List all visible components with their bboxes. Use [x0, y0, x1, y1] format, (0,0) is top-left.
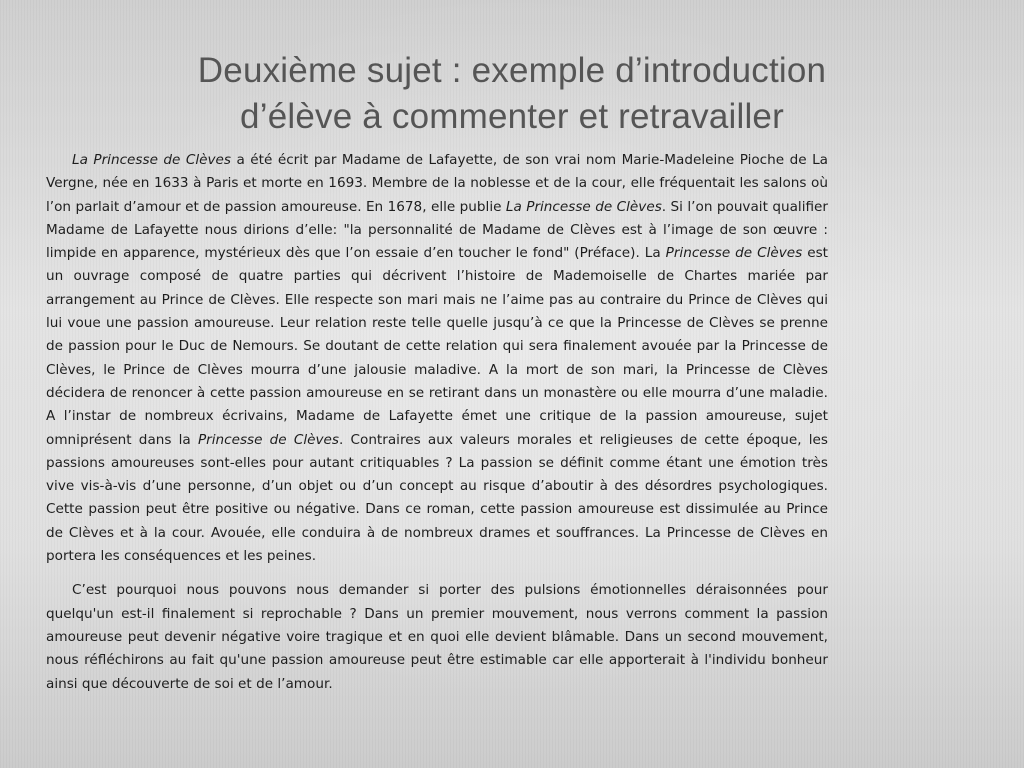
problematic-paragraph: C’est pourquoi nous pouvons nous demander si porter des pulsions émotionnelles déraisonnées pour quelqu'un est-il finalement si reprochable ? Dans un premier mouvement, nous verrons comment la passion amoureuse peut devenir négative voire tragique et en quoi elle devient blâmable. Dans un second mouvement, nous réfléchirons au fait qu'une passion amoureuse peut être estimable car elle apporterait à l'individu bonheur ainsi que découverte de soi et de l’amour.: [46, 582, 828, 692]
slide-body: [46, 149, 828, 696]
paragraph-text-segment: . Contraires aux valeurs morales et religieuses de cette époque, les passions amoureuses sont-elles pour autant critiquables ? La passion se définit comme étant une émotion très vive vis-à-vis d’une personne, d’un objet ou d’un concept au risque d’aboutir à des désordres psychologiques. Cette passion peut être positive ou négative. Dans ce roman, cette passion amoureuse est dissimulée au Prince de Clèves et à la cour. Avouée, elle conduira à de nombreux drames et souffrances. La Princesse de Clèves en portera les conséquences et les peines.: [46, 431, 828, 565]
book-title-reference: La Princesse de Clèves: [72, 152, 232, 168]
book-title-reference: La Princesse de Clèves: [505, 198, 662, 215]
paragraph-text-segment: . Si l’on pouvait qualifier Madame de Lafayette nous dirions d’elle: "la personnalité de Madame de Clèves est à l’image de son œuvre : limpide en apparence, mystérieux dès que l’on essaie d’en toucher le fond" (Préface). La: [46, 198, 828, 262]
paragraph-text-segment: a été écrit par Madame de Lafayette, de son vrai nom Marie-Madeleine Pioche de La Vergne, née en 1633 à Paris et morte en 1693. Membre de la noblesse et de la cour, elle fréquentait les salons où l’on parlait d’amour et de passion amoureuse. En 1678, elle publie: [46, 152, 828, 215]
paragraph-text-segment: est un ouvrage composé de quatre parties qui décrivent l’histoire de Mademoiselle de Chartes mariée par arrangement au Prince de Clèves. Elle respecte son mari mais ne l’aime pas au contraire du Prince de Clèves qui lui voue une passion amoureuse. Leur relation reste telle quelle jusqu’à ce que la Princesse de Clèves se prenne de passion pour le Duc de Nemours. Se doutant de cette relation qui sera finalement avouée par la Princesse de Clèves, le Prince de Clèves mourra d’une jalousie maladive. A la mort de son mari, la Princesse de Clèves décidera de renoncer à cette passion amoureuse en se retirant dans un monastère ou elle mourra d’une maladie. A l’instar de nombreux écrivains, Madame de Lafayette émet une critique de la passion amoureuse, sujet omniprésent dans la: [46, 245, 828, 448]
slide-title-line-2: d’élève à commenter et retravailler: [240, 97, 784, 136]
slide-title: [60, 48, 964, 140]
book-title-reference: Princesse de Clèves: [665, 245, 803, 262]
introduction-paragraph: [46, 149, 828, 568]
book-title-reference: Princesse de Clèves: [197, 431, 339, 448]
slide-title-line-1: Deuxième sujet : exemple d’introduction: [197, 51, 827, 90]
